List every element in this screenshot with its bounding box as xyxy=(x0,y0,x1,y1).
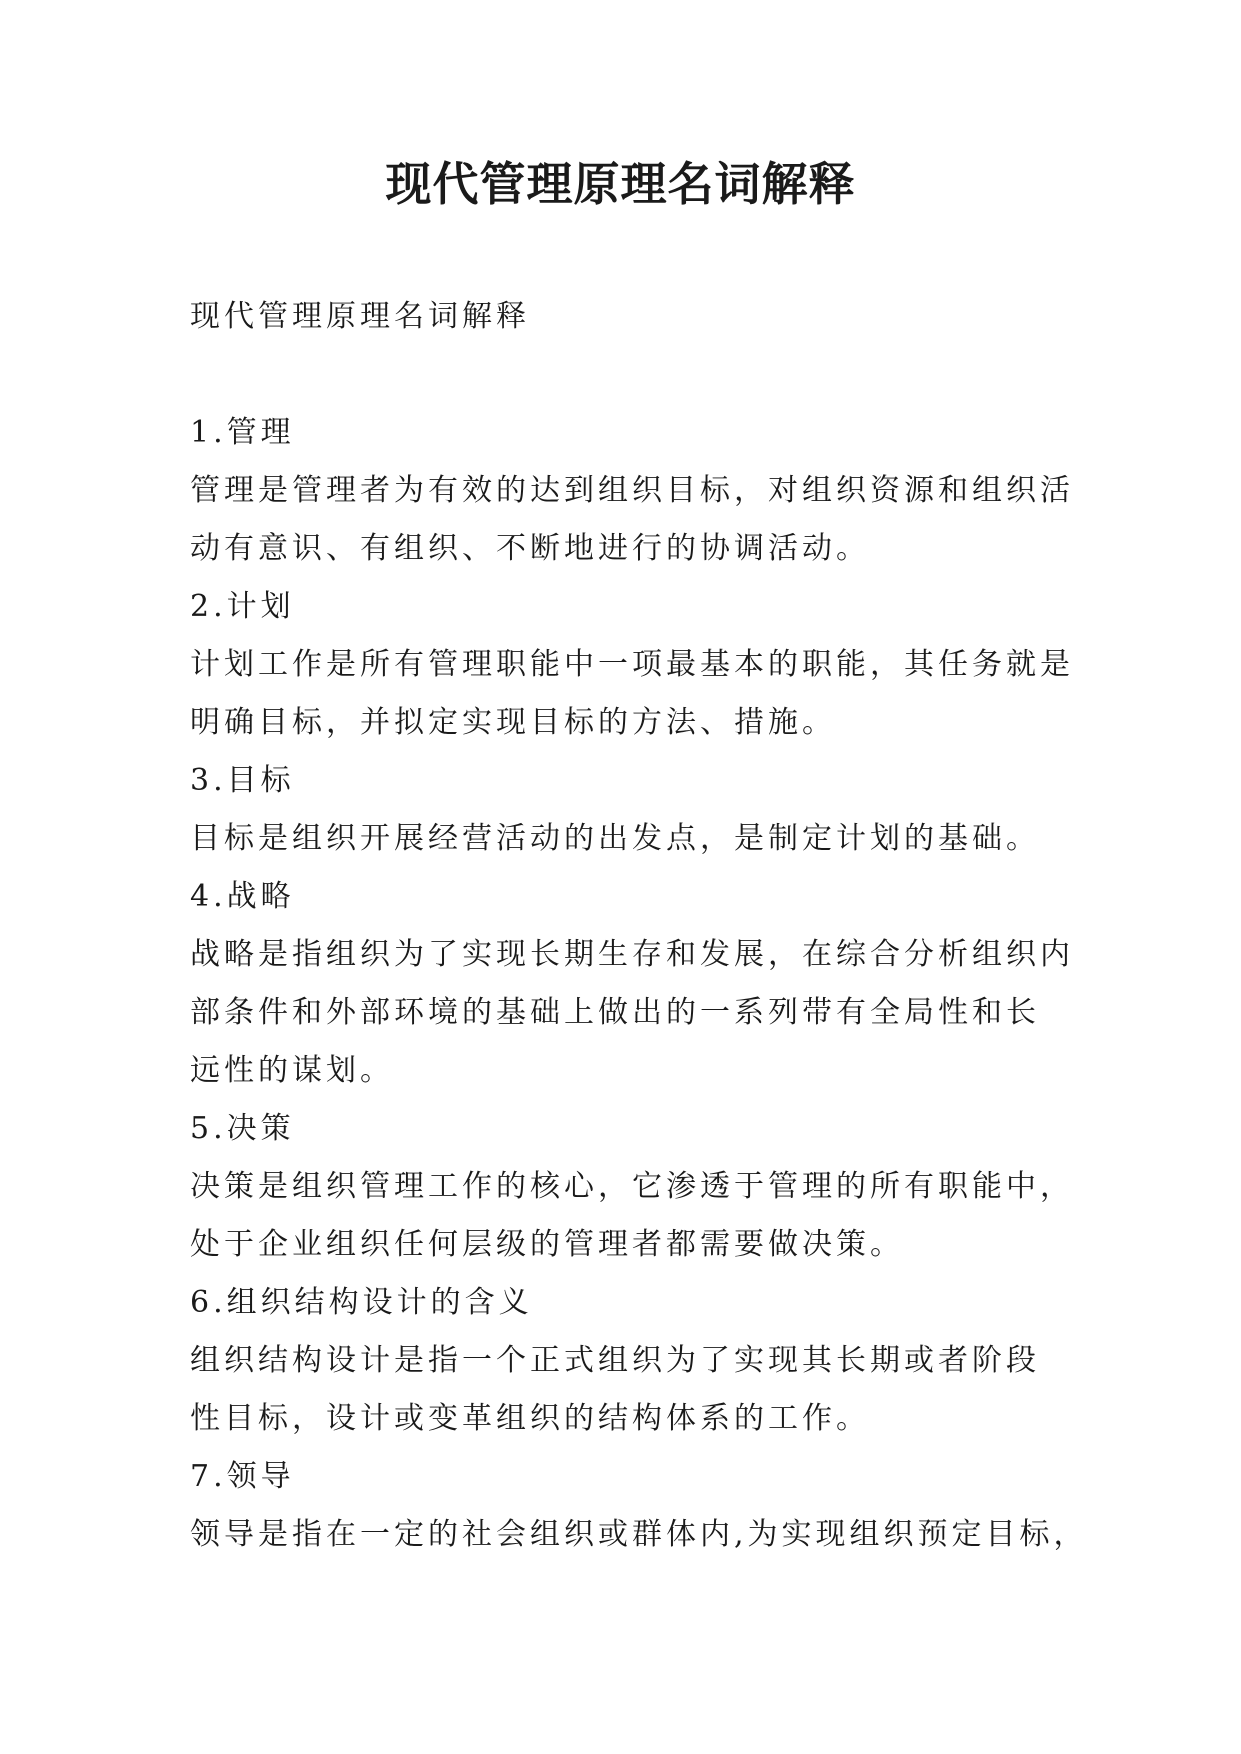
entry-heading: 2.计划 xyxy=(190,589,295,624)
entry-decision xyxy=(190,1100,1090,1274)
entry-objective xyxy=(190,752,1090,868)
document-title: 现代管理原理名词解释 xyxy=(385,157,856,211)
entry-body-line: 部条件和外部环境的基础上做出的一系列带有全局性和长 xyxy=(190,995,1040,1030)
entry-body-line: 性目标，设计或变革组织的结构体系的工作。 xyxy=(190,1401,870,1436)
entry-heading: 3.目标 xyxy=(190,763,295,798)
entry-heading: 1.管理 xyxy=(190,415,295,450)
entry-strategy xyxy=(190,868,1090,1100)
entry-body-line: 领导是指在一定的社会组织或群体内,为实现组织预定目标， xyxy=(190,1517,1088,1552)
entry-leadership xyxy=(190,1448,1090,1564)
entry-heading: 6.组织结构设计的含义 xyxy=(190,1285,533,1320)
entry-body xyxy=(190,1506,1090,1564)
entry-management xyxy=(190,404,1090,578)
entry-body-line: 处于企业组织任何层级的管理者都需要做决策。 xyxy=(190,1227,904,1262)
entry-body-line: 组织结构设计是指一个正式组织为了实现其长期或者阶段 xyxy=(190,1343,1040,1378)
entry-body xyxy=(190,810,1090,868)
document-content xyxy=(190,288,1090,1564)
entry-body xyxy=(190,462,1090,578)
entry-body-line: 远性的谋划。 xyxy=(190,1053,394,1088)
entry-body-line: 决策是组织管理工作的核心，它渗透于管理的所有职能中， xyxy=(190,1169,1074,1204)
document-subtitle: 现代管理原理名词解释 xyxy=(190,299,530,334)
entry-body-line: 动有意识、有组织、不断地进行的协调活动。 xyxy=(190,531,870,566)
entry-body-line: 明确目标，并拟定实现目标的方法、措施。 xyxy=(190,705,836,740)
entry-body-line: 计划工作是所有管理职能中一项最基本的职能，其任务就是 xyxy=(190,647,1074,682)
entry-body xyxy=(190,926,1090,1100)
entry-body xyxy=(190,1158,1090,1274)
entry-body xyxy=(190,1332,1090,1448)
entry-body-line: 战略是指组织为了实现长期生存和发展，在综合分析组织内 xyxy=(190,937,1074,972)
entry-heading: 5.决策 xyxy=(190,1111,295,1146)
entry-heading: 7.领导 xyxy=(190,1459,295,1494)
entry-planning xyxy=(190,578,1090,752)
entry-body-line: 目标是组织开展经营活动的出发点，是制定计划的基础。 xyxy=(190,821,1040,856)
entry-org-structure xyxy=(190,1274,1090,1448)
entry-body xyxy=(190,636,1090,752)
entry-body-line: 管理是管理者为有效的达到组织目标，对组织资源和组织活 xyxy=(190,473,1074,508)
entry-heading: 4.战略 xyxy=(190,879,295,914)
